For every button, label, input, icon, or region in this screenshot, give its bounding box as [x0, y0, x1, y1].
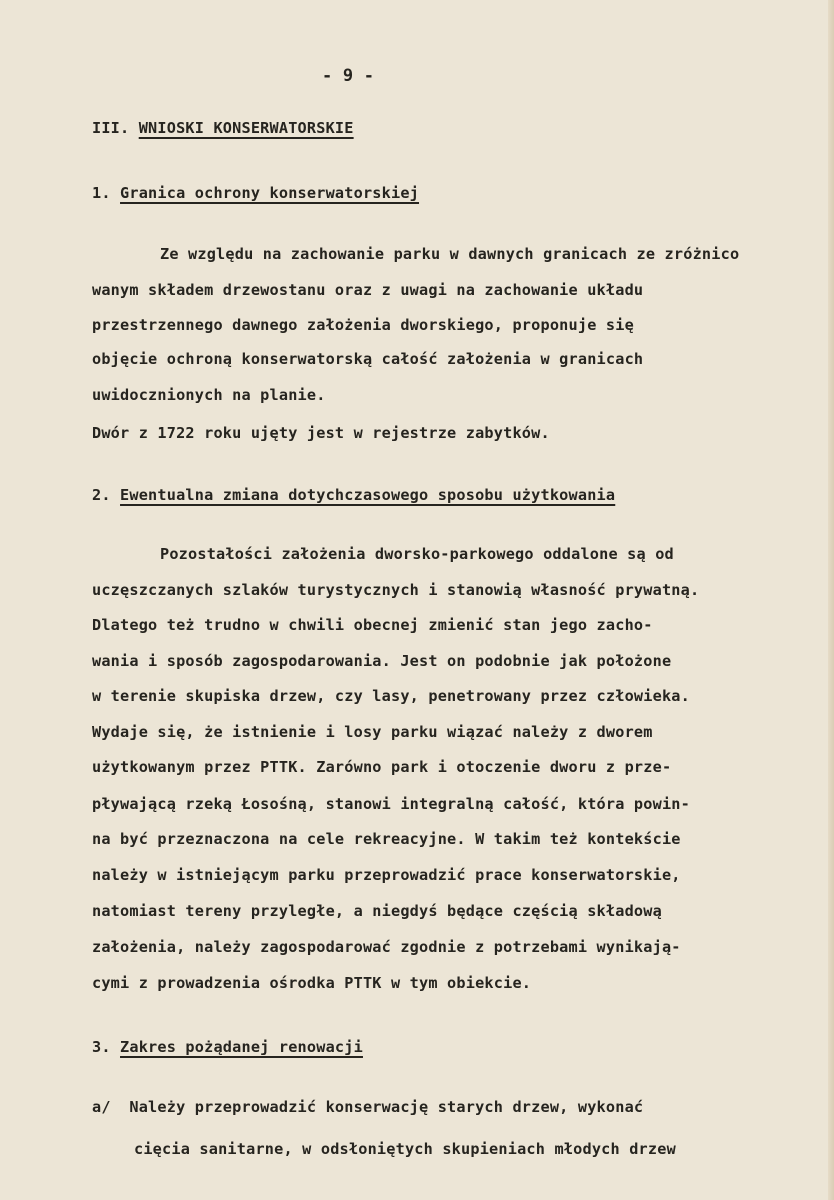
- paragraph-line: uwidocznionych na planie.: [92, 386, 326, 404]
- paragraph-line: Dwór z 1722 roku ujęty jest w rejestrze zabytków.: [92, 424, 550, 442]
- paragraph-line: w terenie skupiska drzew, czy lasy, penetrowany przez człowieka.: [92, 687, 690, 705]
- paragraph-line: cymi z prowadzenia ośrodka PTTK w tym obiekcie.: [92, 974, 532, 992]
- list-marker: a/: [92, 1098, 111, 1116]
- section-3-title: Zakres pożądanej renowacji: [120, 1038, 363, 1056]
- paragraph-line: wanym składem drzewostanu oraz z uwagi na zachowanie układu: [92, 281, 644, 299]
- chapter-heading: [92, 119, 354, 137]
- paragraph-line: Pozostałości założenia dworsko-parkowego oddalone są od: [160, 545, 674, 563]
- paragraph-line: natomiast tereny przyległe, a niegdyś będące częścią składową: [92, 902, 662, 920]
- section-2-title: Ewentualna zmiana dotychczasowego sposobu użytkowania: [120, 486, 616, 504]
- section-2-heading: [92, 486, 615, 504]
- section-3-heading: [92, 1038, 363, 1056]
- list-item-text: cięcia sanitarne, w odsłoniętych skupieniach młodych drzew: [134, 1140, 676, 1158]
- section-2-number: 2.: [92, 486, 111, 504]
- paragraph-line: należy w istniejącym parku przeprowadzić prace konserwatorskie,: [92, 866, 681, 884]
- paragraph-line: wania i sposób zagospodarowania. Jest on podobnie jak położone: [92, 652, 672, 670]
- paragraph-line: Dlatego też trudno w chwili obecnej zmienić stan jego zacho-: [92, 616, 653, 634]
- chapter-title: WNIOSKI KONSERWATORSKIE: [138, 119, 354, 137]
- paragraph-line: uczęszczanych szlaków turystycznych i stanowią własność prywatną.: [92, 581, 700, 599]
- chapter-number: III.: [92, 119, 130, 137]
- paragraph-line: pływającą rzeką Łosośną, stanowi integralną całość, która powin-: [92, 795, 690, 813]
- page-number: - 9 -: [322, 66, 375, 86]
- section-1-number: 1.: [92, 184, 111, 202]
- paragraph-line: użytkowanym przez PTTK. Zarówno park i otoczenie dworu z prze-: [92, 758, 672, 776]
- paragraph-line: Ze względu na zachowanie parku w dawnych granicach ze zróżnico: [160, 245, 740, 263]
- paragraph-line: przestrzennego dawnego założenia dworskiego, proponuje się: [92, 316, 634, 334]
- paragraph-line: Wydaje się, że istnienie i losy parku wiązać należy z dworem: [92, 723, 653, 741]
- paragraph-line: na być przeznaczona na cele rekreacyjne. W takim też kontekście: [92, 830, 681, 848]
- list-item-a: [92, 1098, 643, 1116]
- list-item-text: Należy przeprowadzić konserwację starych drzew, wykonać: [129, 1098, 644, 1116]
- section-3-number: 3.: [92, 1038, 111, 1056]
- section-1-title: Granica ochrony konserwatorskiej: [120, 184, 420, 202]
- paragraph-line: objęcie ochroną konserwatorską całość założenia w granicach: [92, 350, 644, 368]
- paper-edge: [828, 0, 834, 1200]
- section-1-heading: [92, 184, 419, 202]
- paragraph-line: założenia, należy zagospodarować zgodnie z potrzebami wynikają-: [92, 938, 681, 956]
